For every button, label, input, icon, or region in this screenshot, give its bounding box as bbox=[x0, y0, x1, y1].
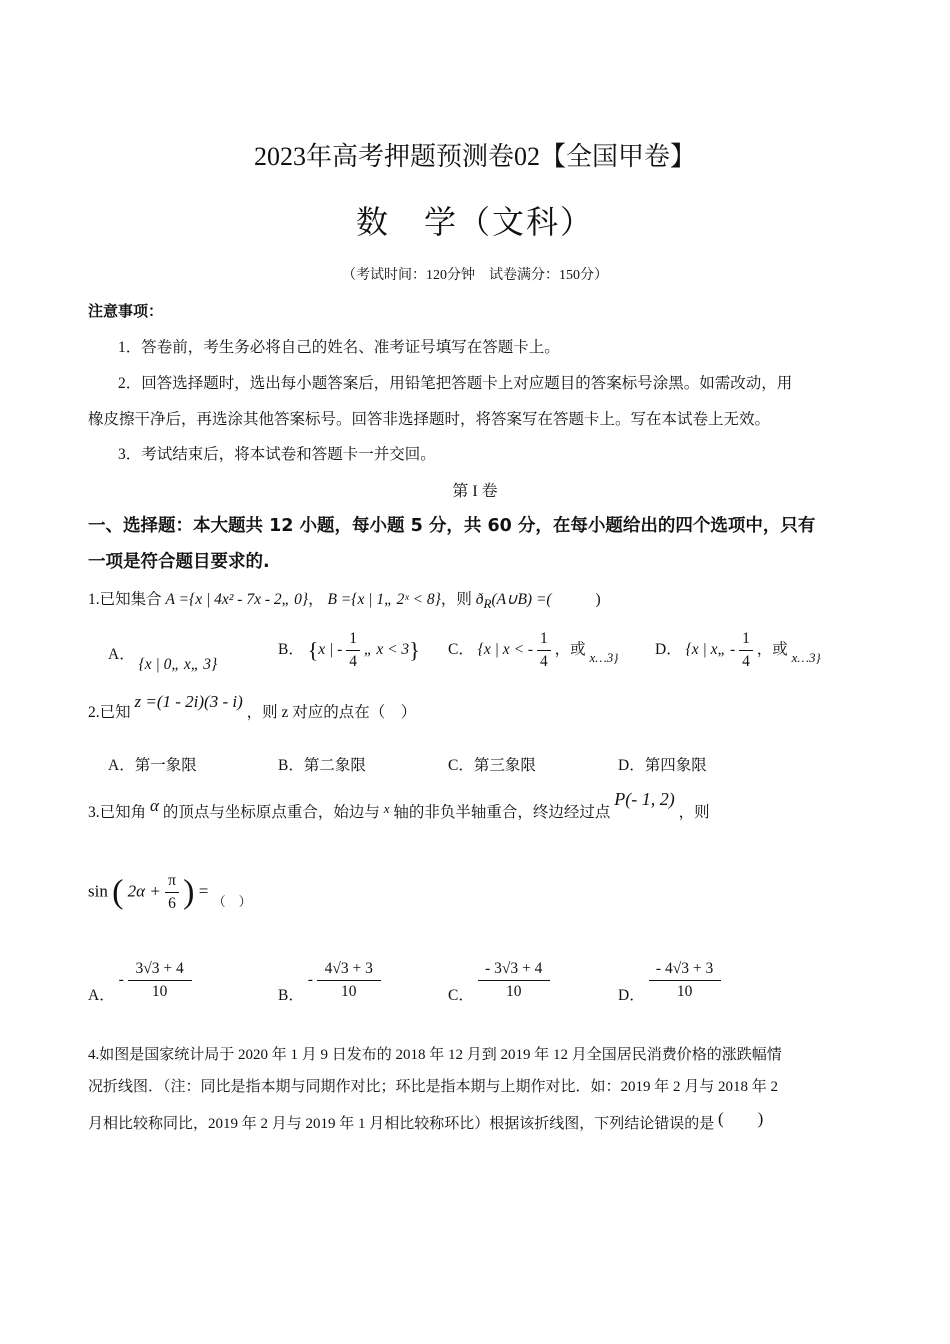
q4-line-3 bbox=[88, 1108, 763, 1133]
q1-sep: ， bbox=[308, 591, 324, 608]
question-1-stem bbox=[88, 587, 601, 612]
q1-option-c-num: 1 bbox=[537, 630, 551, 651]
question-3-stem bbox=[88, 789, 710, 822]
q3-option-b-sign: - bbox=[307, 971, 313, 989]
q1-option-d-frac bbox=[739, 630, 753, 671]
part-label: 第 I 卷 bbox=[452, 483, 498, 500]
q1-set-a: A ={x | 4x² - 7x - 2„ 0} bbox=[165, 591, 309, 608]
q3-option-d-label: D． bbox=[618, 987, 645, 1005]
q3-option-a-frac bbox=[128, 960, 192, 1001]
q1-option-c-den: 4 bbox=[539, 653, 548, 670]
q3-paren: （ ） bbox=[212, 894, 252, 910]
q3-option-c-frac bbox=[478, 960, 550, 1001]
q2-option-d bbox=[618, 753, 707, 775]
note-item-2: 2．回答选择题时，选出每小题答案后，用铅笔把答题卡上对应题目的答案标号涂黑。如需改动，用 bbox=[118, 375, 793, 392]
q1-option-c-post: ，或 bbox=[554, 641, 586, 659]
note-item-1: 1．答卷前，考生务必将自己的姓名、准考证号填写在答题卡上。 bbox=[118, 339, 560, 356]
q2-suffix: ，则 z 对应的点在（ ） bbox=[246, 704, 417, 721]
q1-option-b-post: „ x < 3 bbox=[363, 641, 410, 659]
q3-option-b-num: 4√3 + 3 bbox=[317, 960, 381, 981]
q3-option-a-den: 10 bbox=[151, 983, 168, 1000]
q3-option-d-frac bbox=[649, 960, 721, 1001]
q3-option-a bbox=[88, 960, 192, 1005]
q3-option-c-label: C． bbox=[448, 987, 474, 1005]
q3-option-a-sign: - bbox=[118, 971, 124, 989]
q4-paren: ( ) bbox=[718, 1109, 764, 1128]
q3-pi-num: π bbox=[165, 872, 179, 893]
q1-close: ) bbox=[595, 591, 601, 608]
notes-heading: 注意事项： bbox=[88, 302, 164, 320]
q3-option-a-num: 3√3 + 4 bbox=[128, 960, 192, 981]
q1-option-a-text: {x | 0„ x„ 3} bbox=[138, 656, 218, 673]
q3-p1: 3.已知角 bbox=[88, 804, 147, 821]
q1-option-a bbox=[108, 642, 218, 673]
q3-sin-inner: 2α + bbox=[127, 881, 161, 901]
q3-option-c-num: - 3√3 + 4 bbox=[478, 960, 550, 981]
q1-option-d bbox=[655, 630, 821, 671]
q3-option-d-num: - 4√3 + 3 bbox=[649, 960, 721, 981]
q1-expr: (A∪B) =( bbox=[491, 591, 552, 608]
q3-p4: ，则 bbox=[678, 804, 710, 821]
q1-option-b-frac bbox=[346, 630, 360, 671]
q1-option-d-den: 4 bbox=[742, 653, 750, 670]
q3-option-b bbox=[278, 960, 381, 1005]
q3-sin-expression: sin ( 2α + $\frac{\pi}{6}$ ) = $_{( )}$ bbox=[88, 872, 252, 912]
exam-info: （考试时间：120分钟 试卷满分：150分） bbox=[342, 268, 608, 283]
q3-pi-den: 6 bbox=[168, 895, 176, 912]
subject-title: 数 学（文科） bbox=[355, 204, 594, 240]
q1-then: ，则 bbox=[440, 591, 472, 608]
q3-sin: sin bbox=[88, 881, 108, 901]
q1-option-b-den: 4 bbox=[349, 653, 357, 670]
q3-x: x bbox=[383, 801, 390, 816]
q2-option-c-text: 第三象限 bbox=[473, 757, 536, 774]
q3-p3: 轴的非负半轴重合，终边经过点 bbox=[393, 804, 611, 821]
q2-option-c-label: C． bbox=[448, 757, 474, 774]
q3-option-a-label: A． bbox=[88, 987, 115, 1005]
q1-prefix: 1.已知集合 bbox=[88, 591, 162, 608]
q3-option-d-den: 10 bbox=[676, 983, 693, 1000]
q1-option-d-tail: x…3} bbox=[791, 650, 821, 666]
section1-line1: 一、选择题：本大题共 12 小题，每小题 5 分，共 60 分，在每小题给出的四个选项中，只有 bbox=[88, 516, 816, 536]
q2-option-a bbox=[108, 753, 197, 775]
q2-option-b-label: B． bbox=[278, 757, 304, 774]
q4-line-3-text: 月相比较称同比，2019 年 2 月与 2019 年 1 月相比较称环比）根据该折线图，下列结论错误的是 bbox=[88, 1116, 715, 1132]
q3-option-b-den: 10 bbox=[341, 983, 357, 1000]
note-item-2-cont: 橡皮擦干净后，再选涂其他答案标号。回答非选择题时，将答案写在答题卡上。写在本试卷上无效。 bbox=[88, 411, 771, 428]
q1-option-d-pre: {x | x„ - bbox=[685, 641, 736, 659]
q1-option-a-label: A． bbox=[108, 646, 135, 663]
q2-expr: z =(1 - 2i)(3 - i) bbox=[134, 692, 243, 711]
q3-pi-frac bbox=[165, 872, 179, 913]
q1-complement-sub: R bbox=[483, 596, 492, 612]
q3-option-b-label: B． bbox=[278, 987, 304, 1005]
q3-option-c-den: 10 bbox=[505, 983, 522, 1000]
q2-prefix: 2.已知 bbox=[88, 704, 131, 721]
q3-option-c bbox=[448, 960, 550, 1005]
q3-eq: = bbox=[198, 881, 209, 901]
q1-option-d-num: 1 bbox=[739, 630, 753, 651]
q3-p2: 的顶点与坐标原点重合，始边与 bbox=[162, 804, 380, 821]
q2-option-b-text: 第二象限 bbox=[303, 757, 366, 774]
q1-option-d-label: D． bbox=[655, 641, 682, 659]
q1-option-c bbox=[448, 630, 618, 671]
q1-option-c-pre: {x | x < - bbox=[477, 641, 534, 659]
question-2-stem bbox=[88, 692, 417, 722]
q3-option-b-frac bbox=[317, 960, 381, 1001]
q3-point: P(- 1, 2) bbox=[614, 789, 675, 809]
q2-option-d-label: D． bbox=[618, 757, 645, 774]
q1-option-c-tail: x…3} bbox=[589, 650, 619, 666]
q2-option-d-text: 第四象限 bbox=[644, 757, 707, 774]
note-item-3: 3．考试结束后，将本试卷和答题卡一并交回。 bbox=[118, 446, 436, 463]
q2-option-a-text: 第一象限 bbox=[134, 757, 197, 774]
q3-alpha: α bbox=[150, 796, 159, 815]
q1-option-b: B． {x | - $\frac{1}{4}$ „ x < 3} bbox=[278, 630, 420, 670]
q4-line-1: 4.如图是国家统计局于 2020 年 1 月 9 日发布的 2018 年 12 月到 2019 年 12 月全国居民消费价格的涨跌幅情 bbox=[88, 1047, 782, 1063]
q1-option-b-num: 1 bbox=[346, 630, 360, 651]
exam-title: 2023年高考押题预测卷02【全国甲卷】 bbox=[253, 142, 696, 171]
q2-option-a-label: A． bbox=[108, 757, 135, 774]
q3-option-d bbox=[618, 960, 721, 1005]
q1-set-b: B ={x | 1„ 2ˣ < 8} bbox=[327, 591, 441, 608]
q2-option-c bbox=[448, 753, 536, 775]
q2-option-b bbox=[278, 753, 366, 775]
q1-complement-symbol: ð bbox=[475, 591, 484, 608]
q1-option-d-post: ，或 bbox=[756, 641, 788, 659]
section1-line2: 一项是符合题目要求的. bbox=[88, 552, 270, 572]
q1-option-b-pre: x | - bbox=[318, 641, 343, 659]
q4-line-2: 况折线图．（注：同比是指本期与同期作对比；环比是指本期与上期作对比．如：2019 年 2 月与 2018 年 2 bbox=[88, 1079, 779, 1095]
q1-option-b-label: B． bbox=[278, 641, 304, 659]
q1-option-c-frac bbox=[537, 630, 551, 671]
q1-option-c-label: C． bbox=[448, 641, 474, 659]
